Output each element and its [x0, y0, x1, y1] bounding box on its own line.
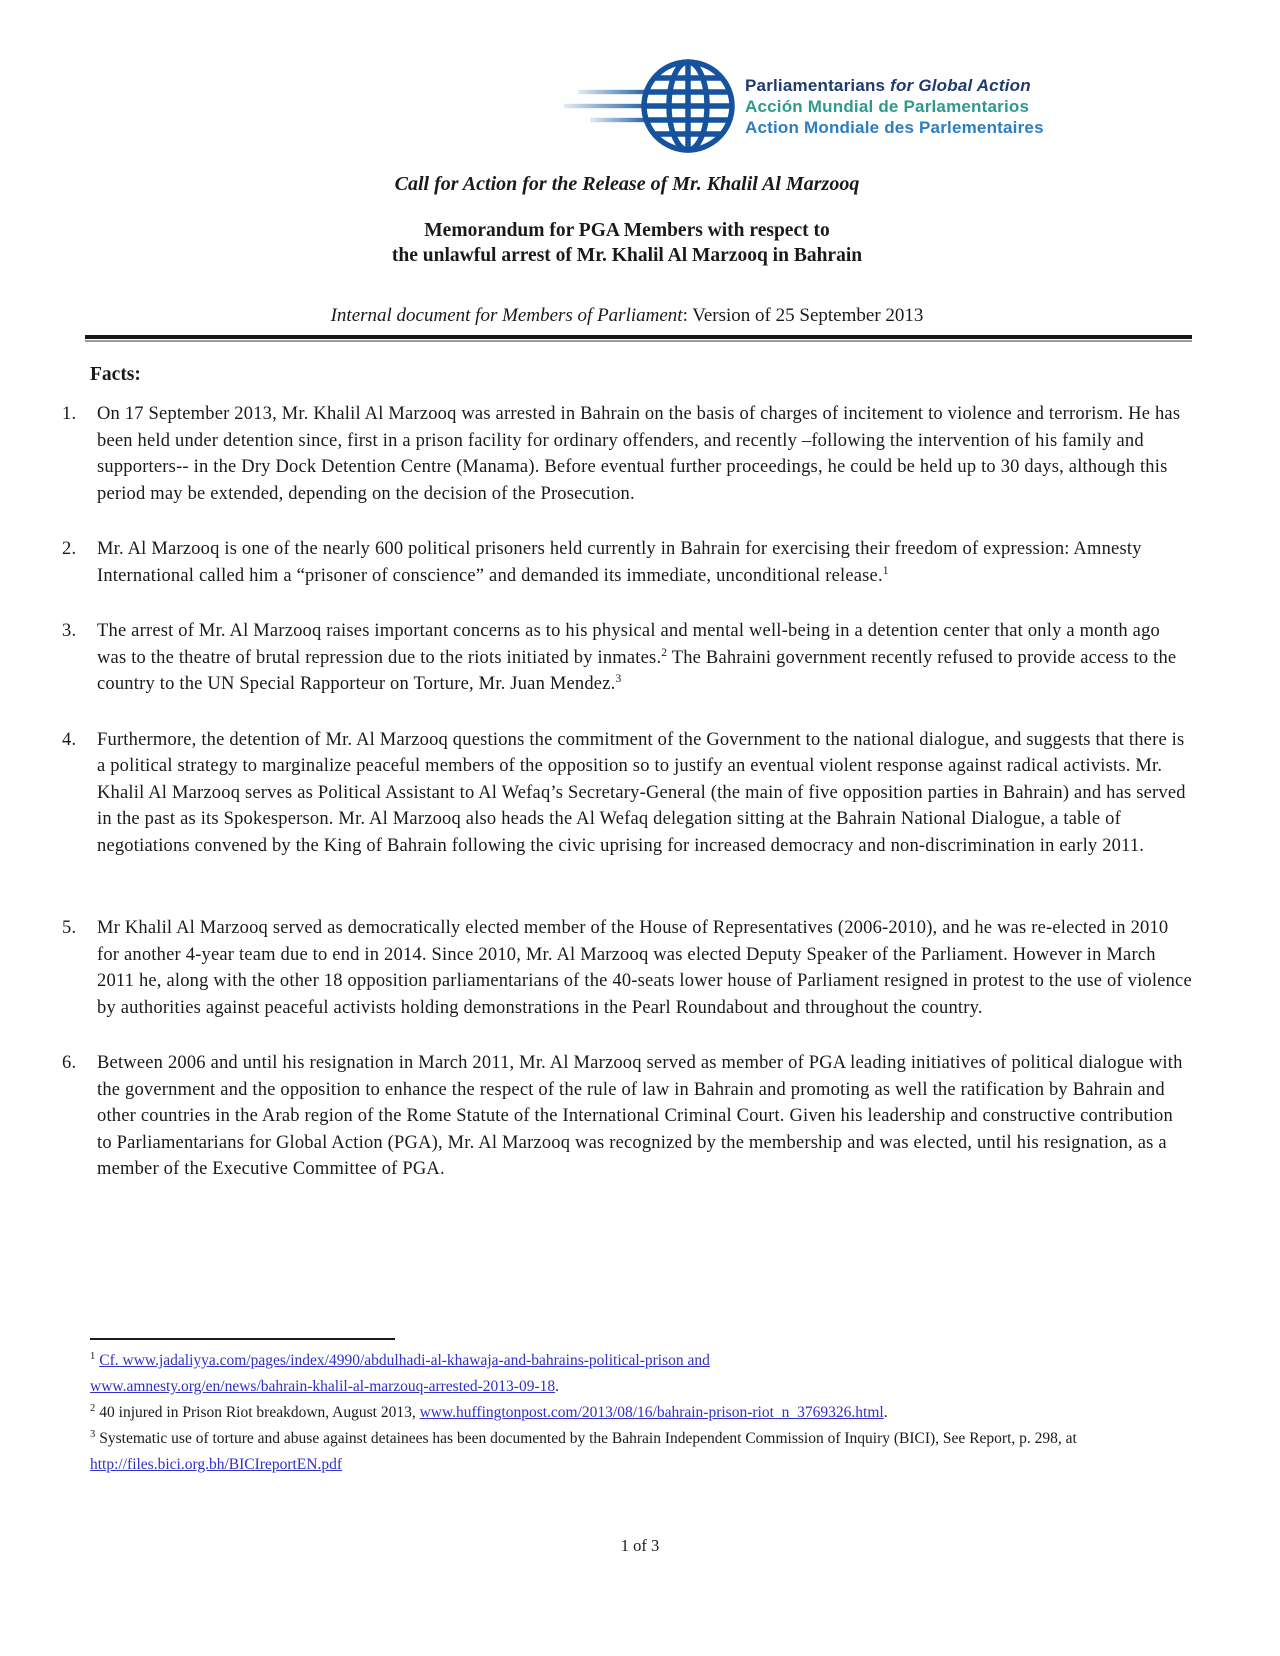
- speed-line-middle: [564, 104, 650, 108]
- memo-heading: [62, 218, 1192, 268]
- header-divider: [85, 335, 1192, 342]
- globe-icon: [560, 58, 735, 154]
- footnote-1: [90, 1348, 1192, 1400]
- facts-heading: Facts:: [90, 364, 141, 385]
- fact-number: 4.: [62, 729, 77, 750]
- memo-heading-line1: Memorandum for PGA Members with respect to: [424, 220, 830, 241]
- footnote-link-huffingtonpost[interactable]: www.huffingtonpost.com/2013/08/16/bahrain-prison-riot_n_3769326.html: [419, 1404, 884, 1421]
- page-number: 1 of 3: [620, 1536, 660, 1555]
- fact-text: [97, 727, 1192, 860]
- footnote-text: 40 injured in Prison Riot breakdown, August 2013,: [99, 1404, 420, 1421]
- footnote-text: .: [883, 1404, 888, 1421]
- fact-item-2: [62, 536, 1192, 589]
- pga-logo: [560, 58, 1044, 154]
- fact-item-1: [62, 401, 1192, 507]
- footnote-3: [90, 1426, 1192, 1478]
- version-note: [62, 304, 1192, 327]
- footnote-number: 1: [90, 1350, 96, 1362]
- fact-text-run: The arrest of Mr. Al Marzooq raises important concerns as to his physical and mental well-being in a detention center that only a month ago was to the theatre of brutal repression due to the riots initiated by inmates.: [97, 621, 1160, 668]
- globe-wireframe: [644, 62, 732, 150]
- speed-line-bottom: [590, 118, 650, 122]
- version-note-italic: Internal document for Members of Parliament: [330, 305, 683, 326]
- footnote-divider: [90, 1338, 395, 1340]
- fact-text-run: Between 2006 and until his resignation in March 2011, Mr. Al Marzooq served as member of PGA leading initiatives of political dialogue with the government and the opposition to enhance the respect of the rule of law in Bahrain and promoting as well the ratification by Bahrain and other countries in the Arab region of the Rome Statute of the International Criminal Court. Given his leadership and constructive contribution to Parliamentarians for Global Action (PGA), Mr. Al Marzooq was recognized by the membership and was elected, until his resignation, as a member of the Executive Committee of PGA.: [97, 1053, 1183, 1179]
- footnote-link-jadaliyya[interactable]: Cf. www.jadaliyya.com/pages/index/4990/abdulhadi-al-khawaja-and-bahrains-political-prison and: [99, 1352, 710, 1369]
- logo-wordmark: [745, 75, 1044, 138]
- footnote-text: .: [555, 1378, 560, 1395]
- footnote-ref-1: 1: [882, 564, 889, 577]
- fact-text: [97, 618, 1192, 698]
- logo-org-name: [745, 75, 1044, 96]
- fact-text-run: On 17 September 2013, Mr. Khalil Al Marzooq was arrested in Bahrain on the basis of charges of incitement to violence and terrorism. He has been held under detention since, first in a prison facility for ordinary offenders, and recently –following the intervention of his family and supporters-- in the Dry Dock Detention Centre (Manama). Before eventual further proceedings, he could be held up to 30 days, although this period may be extended, depending on the decision of the Prosecution.: [97, 404, 1181, 504]
- facts-list: [62, 401, 1192, 1183]
- fact-text-run: Furthermore, the detention of Mr. Al Marzooq questions the commitment of the Government to the national dialogue, and suggests that there is a political strategy to marginalize peaceful members of the opposition so to justify an eventual violent response against radical activists. Mr. Khalil Al Marzooq serves as Political Assistant to Al Wefaq’s Secretary-General (the main of five opposition parties in Bahrain) and has served in the past as its Spokesperson. Mr. Al Marzooq also heads the Al Wefaq delegation sitting at the Bahrain National Dialogue, a table of negotiations convened by the King of Bahrain following the civic uprising for increased democracy and non-discrimination in early 2011.: [97, 729, 1186, 856]
- fact-item-3: [62, 618, 1192, 698]
- footnote-link-bici-report[interactable]: http://files.bici.org.bh/BICIreportEN.pdf: [90, 1456, 342, 1473]
- fact-item-4: [62, 727, 1192, 860]
- fact-text: [97, 401, 1192, 507]
- memo-heading-line2: the unlawful arrest of Mr. Khalil Al Marzooq in Bahrain: [391, 245, 863, 266]
- fact-item-6: [62, 1050, 1192, 1183]
- fact-item-5: [62, 915, 1192, 1021]
- fact-number: 5.: [62, 918, 77, 938]
- footnote-number: 3: [90, 1428, 96, 1440]
- fact-number: 2.: [62, 539, 77, 559]
- footnote-ref-2: 2: [661, 646, 668, 659]
- footnotes-section: [90, 1338, 1192, 1478]
- fact-number: 6.: [62, 1053, 77, 1073]
- fact-text-run: Mr. Al Marzooq is one of the nearly 600 political prisoners held currently in Bahrain for exercising their freedom of expression: Amnesty International called him a “prisoner of conscience” and demanded its immediate, unconditional release.: [97, 539, 1142, 586]
- logo-org-name-italic: for Global Action: [890, 75, 1031, 95]
- footnote-text: Systematic use of torture and abuse against detainees has been documented by the Bahrain Independent Commission of Inquiry (BICI), See Report, p. 298, at: [99, 1430, 1077, 1447]
- speed-line-top: [578, 90, 650, 94]
- fact-text-run: Mr Khalil Al Marzooq served as democratically elected member of the House of Representatives (2006-2010), and he was re-elected in 2010 for another 4-year team due to end in 2014. Since 2010, Mr. Al Marzooq was elected Deputy Speaker of the Parliament. However in March 2011 he, along with the other 18 opposition parliamentarians of the 40-seats lower house of Parliament resigned in protest to the use of violence by authorities against peaceful activists holding demonstrations in the Pearl Roundabout and throughout the country.: [97, 918, 1192, 1018]
- fact-text: [97, 915, 1192, 1021]
- version-note-rest: : Version of 25 September 2013: [682, 305, 924, 326]
- footnote-link-amnesty[interactable]: www.amnesty.org/en/news/bahrain-khalil-al-marzouq-arrested-2013-09-18: [90, 1378, 556, 1395]
- fact-text-run: The Bahraini government recently refused to provide access to the country to the UN Special Rapporteur on Torture, Mr. Juan Mendez.: [97, 647, 1177, 694]
- document-title: Call for Action for the Release of Mr. Khalil Al Marzooq: [394, 173, 860, 195]
- logo-tagline-french: Action Mondiale des Parlementaires: [745, 117, 1044, 137]
- footnote-number: 2: [90, 1402, 96, 1414]
- fact-text: [97, 1050, 1192, 1183]
- logo-org-name-regular: Parliamentarians: [745, 75, 891, 95]
- footnote-2: [90, 1400, 1192, 1426]
- fact-number: 1.: [62, 404, 77, 424]
- logo-tagline-spanish: Acción Mundial de Parlamentarios: [745, 96, 1030, 116]
- footnote-ref-3: 3: [615, 672, 622, 685]
- fact-number: 3.: [62, 621, 77, 641]
- fact-text: [97, 536, 1192, 589]
